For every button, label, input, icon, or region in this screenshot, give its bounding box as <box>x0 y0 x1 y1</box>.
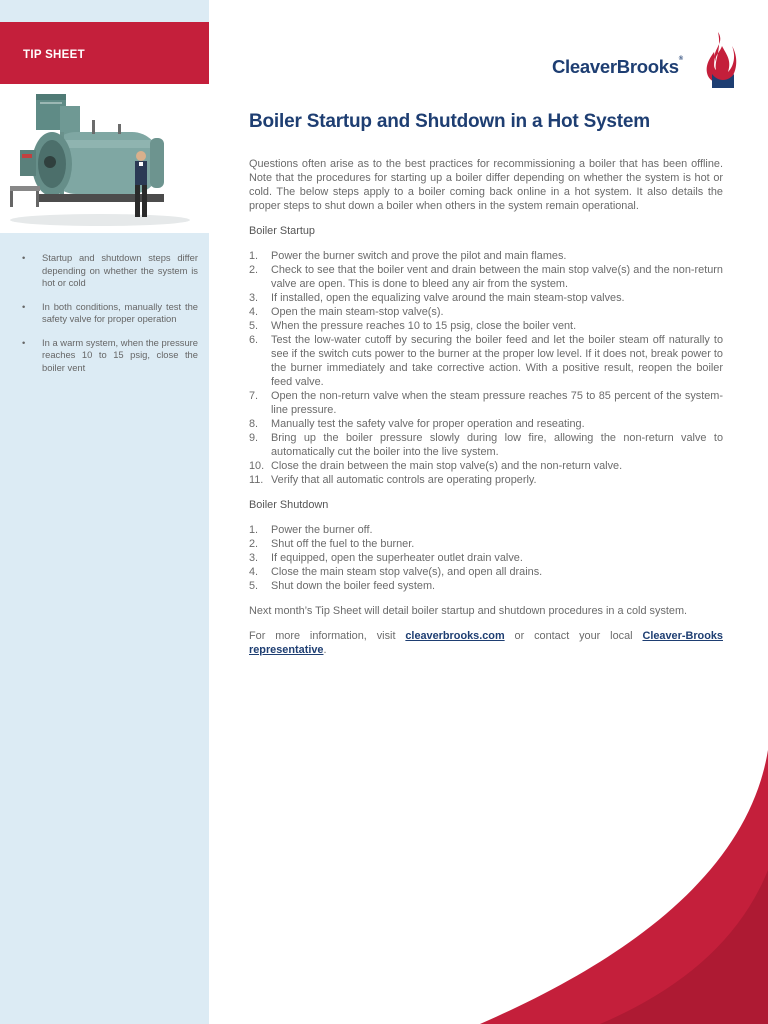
sidebar-bullet: • Startup and shutdown steps differ depending on whether the system is hot or cold <box>22 252 198 288</box>
list-item: 3. If equipped, open the superheater outlet drain valve. <box>249 552 523 564</box>
tip-sheet-label: TIP SHEET <box>23 49 85 61</box>
list-item: 8. Manually test the safety valve for proper operation and reseating. <box>249 418 585 430</box>
startup-heading: Boiler Startup <box>249 225 315 237</box>
sidebar-bullet: • In a warm system, when the pressure reaches 10 to 15 psig, close the boiler vent <box>22 336 198 373</box>
more-info-paragraph: For more information, visit cleaverbrooks.com or contact your local Cleaver-Brooks representative. <box>249 630 723 656</box>
main-content <box>249 157 723 657</box>
page-title: Boiler Startup and Shutdown in a Hot System <box>249 111 650 132</box>
list-item: 4. Close the main steam stop valve(s), and open all drains. <box>249 566 543 578</box>
shutdown-heading: Boiler Shutdown <box>249 499 329 511</box>
list-item: 11. Verify that all automatic controls are operating properly. <box>249 474 537 486</box>
cleaverbrooks-logo <box>552 30 742 92</box>
startup-steps <box>249 249 723 487</box>
corner-swoosh <box>450 750 768 1024</box>
boiler-photo <box>0 84 209 233</box>
sidebar-bullet-list <box>22 252 198 385</box>
list-item: 1. Power the burner off. <box>249 524 373 536</box>
list-item: 10. Close the drain between the main stop valve(s) and the non-return valve. <box>249 460 623 472</box>
representative-link[interactable]: Cleaver-Brooks representative <box>249 630 723 656</box>
list-item: 5. When the pressure reaches 10 to 15 psig, close the boiler vent. <box>249 320 577 332</box>
cleaverbrooks-link[interactable]: cleaverbrooks.com <box>405 630 505 642</box>
sidebar-bullet-text: In a warm system, when the pressure reaches 10 to 15 psig, close the boiler vent <box>42 336 198 373</box>
list-item: 4. Open the main steam-stop valve(s). <box>249 306 444 318</box>
sidebar-bullet-text: In both conditions, manually test the safety valve for proper operation <box>42 300 198 324</box>
list-item: 6. Test the low-water cutoff by securing the boiler feed and let the boiler steam off naturally to see if the switch cuts power to the burner at the proper low level. If it does not, break power to the burner immediately and take corrective action. With a positive result, reopen the boiler feed valve. <box>249 334 723 388</box>
list-item: 1. Power the burner switch and prove the pilot and main flames. <box>249 250 567 262</box>
list-item: 3. If installed, open the equalizing valve around the main steam-stop valves. <box>249 292 625 304</box>
next-month-note: Next month’s Tip Sheet will detail boiler startup and shutdown procedures in a cold system. <box>249 605 688 617</box>
list-item: 7. Open the non-return valve when the steam pressure reaches 75 to 85 percent of the system-line pressure. <box>249 390 723 416</box>
logo-wordmark: CleaverBrooks <box>552 56 679 77</box>
list-item: 2. Shut off the fuel to the burner. <box>249 538 415 550</box>
registered-mark: ® <box>678 56 683 62</box>
sidebar-bullet: • In both conditions, manually test the safety valve for proper operation <box>22 300 198 324</box>
flame-icon <box>704 30 738 92</box>
list-item: 2. Check to see that the boiler vent and drain between the main stop valve(s) and the non-return valve are open. This is done to bleed any air from the system. <box>249 264 723 290</box>
sidebar-bullet-text: Startup and shutdown steps differ depending on whether the system is hot or cold <box>42 252 198 288</box>
list-item: 5. Shut down the boiler feed system. <box>249 580 436 592</box>
list-item: 9. Bring up the boiler pressure slowly during low fire, allowing the non-return valve to automatically cut the boiler into the live system. <box>249 432 723 458</box>
intro-paragraph: Questions often arise as to the best practices for recommissioning a boiler that has been offline. Note that the procedures for starting up a boiler differ depending on whether the system is hot or cold. The below steps apply to a boiler coming back online in a hot system. It also details the proper steps to shut down a boiler when others in the system remain operational. <box>249 158 723 212</box>
shutdown-steps <box>249 523 723 593</box>
